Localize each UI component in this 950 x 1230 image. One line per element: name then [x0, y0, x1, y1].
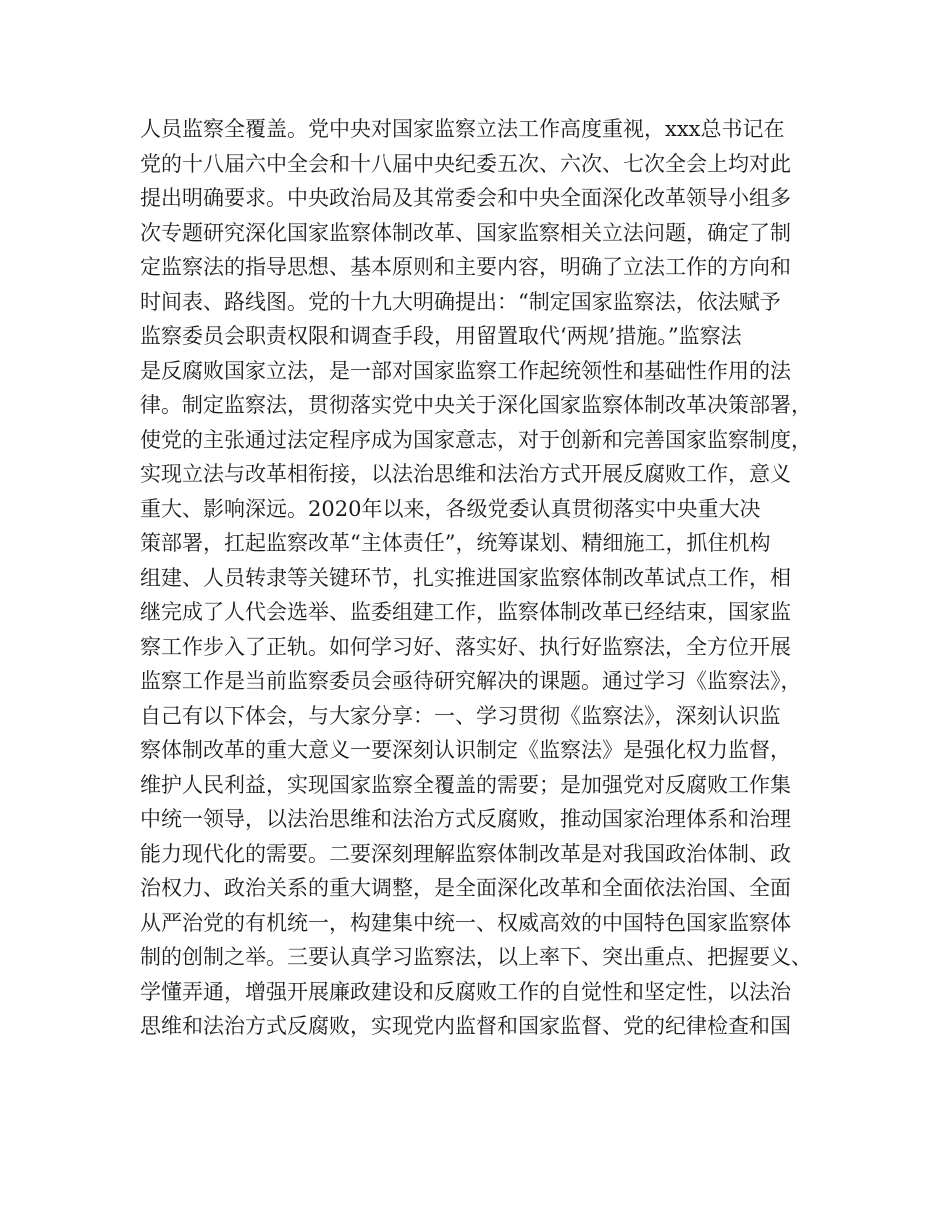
text-line: 策部署，扛起监察改革“主体责任”，统筹谋划、精细施工，抓住机构	[140, 531, 771, 555]
text-line: 使党的主张通过法定程序成为国家意志，对于创新和完善国家监察制度，	[140, 427, 812, 452]
text-line: 制的创制之举。三要认真学习监察法，以上率下、突出重点、把握要义、	[140, 945, 812, 969]
text-line: 实现立法与改革相衔接，以法治思维和法治方式开展反腐败工作，意义	[140, 462, 791, 486]
text-line: 维护人民利益，实现国家监察全覆盖的需要；是加强党对反腐败工作集	[140, 772, 791, 797]
text-line: 次专题研究深化国家监察体制改革、国家监察相关立法问题，确定了制	[140, 220, 791, 245]
text-line: 时间表、路线图。党的十九大明确提出：“制定国家监察法，依法赋予	[140, 289, 781, 314]
text-line: 自己有以下体会，与大家分享：一、学习贯彻《监察法》，深刻认识监	[140, 703, 781, 728]
text-line: 定监察法的指导思想、基本原则和主要内容，明确了立法工作的方向和	[140, 255, 791, 279]
body-text	[140, 112, 830, 1044]
text-line: 从严治党的有机统一，构建集中统一、权威高效的中国特色国家监察体	[140, 910, 791, 935]
text-line: 学懂弄通，增强开展廉政建设和反腐败工作的自觉性和坚定性，以法治	[140, 979, 791, 1004]
text-line: 监察工作是当前监察委员会亟待研究解决的课题。通过学习《监察法》，	[140, 669, 802, 693]
text-line: 察工作步入了正轨。如何学习好、落实好、执行好监察法，全方位开展	[140, 634, 791, 659]
text-line: 继完成了人代会选举、监委组建工作，监察体制改革已经结束，国家监	[140, 600, 791, 624]
text-line: 察体制改革的重大意义一要深刻认识制定《监察法》是强化权力监督，	[140, 738, 791, 762]
text-line: 中统一领导，以法治思维和法治方式反腐败，推动国家治理体系和治理	[140, 807, 791, 831]
text-line: 律。制定监察法，贯彻落实党中央关于深化国家监察体制改革决策部署，	[140, 393, 812, 417]
text-line: 能力现代化的需要。二要深刻理解监察体制改革是对我国政治体制、政	[140, 841, 791, 866]
text-line: 监察委员会职责权限和调查手段，用留置取代‘两规’措施。”监察法	[140, 324, 742, 348]
text-line: 提出明确要求。中央政治局及其常委会和中央全面深化改革领导小组多	[140, 186, 791, 210]
text-line: 思维和法治方式反腐败，实现党内监督和国家监督、党的纪律检查和国	[140, 1014, 791, 1038]
text-line: 重大、影响深远。2020年以来，各级党委认真贯彻落实中央重大决	[140, 496, 761, 521]
text-line: 人员监察全覆盖。党中央对国家监察立法工作高度重视，xxx总书记在	[140, 117, 785, 141]
text-line: 组建、人员转隶等关键环节，扎实推进国家监察体制改革试点工作，相	[140, 565, 791, 590]
text-line: 治权力、政治关系的重大调整，是全面深化改革和全面依法治国、全面	[140, 876, 791, 900]
text-line: 是反腐败国家立法，是一部对国家监察工作起统领性和基础性作用的法	[140, 358, 791, 383]
text-line: 党的十八届六中全会和十八届中央纪委五次、六次、七次全会上均对此	[140, 151, 791, 176]
